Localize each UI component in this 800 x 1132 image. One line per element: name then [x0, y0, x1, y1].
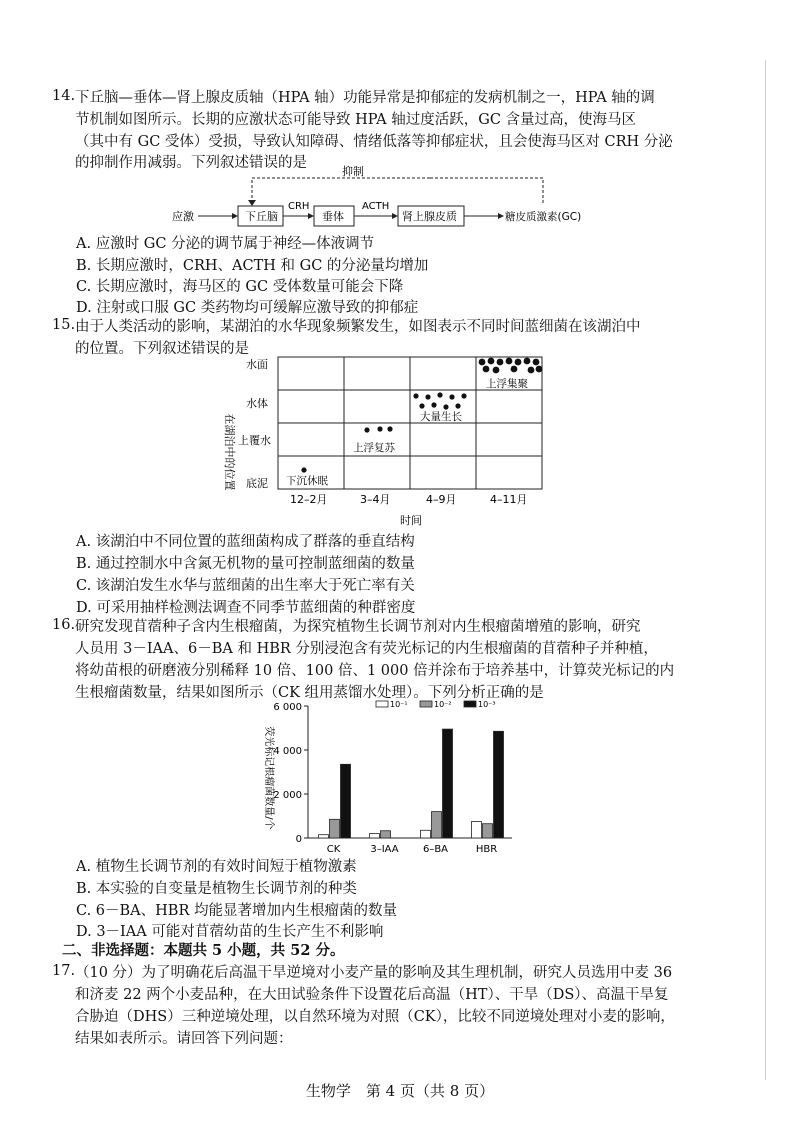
lake-position-figure	[210, 352, 550, 532]
option-d: D. 可采用抽样检测法调查不同季节蓝细菌的种群密度	[76, 600, 416, 616]
page-footer: 生物学 第 4 页（共 8 页）	[305, 1082, 495, 1100]
option-a: A. 应激时 GC 分泌的调节属于神经—体液调节	[76, 236, 375, 252]
arrowhead	[232, 213, 238, 219]
row-label: 水面	[246, 358, 268, 371]
bar	[341, 764, 351, 838]
question-text-line: 人员用 3－IAA、6－BA 和 HBR 分别浸泡含有荧光标记的内生根瘤菌的苜蓿种子并种植，	[75, 641, 658, 657]
cyanobacteria-dot	[301, 467, 306, 472]
question-text-line: 合胁迫（DHS）三种逆境处理，以自然环境为对照（CK），比较不同逆境处理对小麦的影响，	[75, 1009, 675, 1025]
arrowhead	[498, 213, 504, 219]
crh-label: CRH	[288, 201, 310, 212]
bar	[330, 819, 340, 838]
question-text-line: 下丘脑—垂体—肾上腺皮质轴（HPA 轴）功能异常是抑郁症的发病机制之一，HPA 轴的调	[75, 90, 655, 106]
inhibit-label: 抑制	[342, 165, 364, 178]
col-label: 4–9月	[426, 493, 457, 506]
option-b: B. 长期应激时，CRH、ACTH 和 GC 的分泌量均增加	[76, 258, 429, 274]
cyanobacteria-dot	[364, 427, 369, 432]
chart-bars	[319, 729, 504, 838]
legend-label: 10⁻²	[434, 700, 452, 709]
question-text-line: 和济麦 22 两个小麦品种，在大田试验条件下设置花后高温（HT）、干旱（DS）、高温干旱复	[75, 987, 669, 1003]
cell-label: 上浮复苏	[353, 442, 395, 454]
bar	[432, 812, 442, 838]
bar	[381, 831, 391, 838]
acth-label: ACTH	[362, 201, 390, 212]
question-text-line: 生根瘤菌数量，结果如图所示（CK 组用蒸馏水处理）。下列分析正确的是	[75, 685, 544, 701]
option-c: C. 6－BA、HBR 均能显著增加内生根瘤菌的数量	[76, 903, 397, 919]
question-text-line: （10 分）为了明确花后高温干旱逆境对小麦产量的影响及其生理机制，研究人员选用中麦 36	[75, 965, 673, 981]
x-tick-label: HBR	[475, 844, 498, 855]
pituitary-label: 垂体	[322, 210, 344, 223]
legend-swatch	[420, 701, 432, 707]
question-number: 16.	[52, 617, 76, 633]
option-c: C. 该湖泊发生水华与蓝细菌的出生率大于死亡率有关	[76, 578, 415, 594]
bar	[494, 731, 504, 838]
bar	[319, 835, 329, 838]
y-tick-label: 2 000	[273, 790, 302, 801]
option-a: A. 该湖泊中不同位置的蓝细菌构成了群落的垂直结构	[76, 534, 415, 550]
bar	[443, 729, 453, 838]
arrowhead	[308, 213, 314, 219]
question-text-line: 节机制如图所示。长期的应激状态可能导致 HPA 轴过度活跃，GC 含量过高，使海马区	[75, 112, 637, 128]
cell-label: 上浮集聚	[486, 378, 528, 390]
option-d: D. 注射或口服 GC 类药物均可缓解应激导致的抑郁症	[76, 300, 419, 316]
arrowhead	[392, 213, 398, 219]
y-tick-label: 0	[295, 834, 302, 845]
bar	[483, 824, 493, 838]
bar	[472, 822, 482, 839]
hypothalamus-label: 下丘脑	[245, 210, 278, 223]
section-heading: 二、非选择题：本题共 5 小题，共 52 分。	[62, 942, 345, 959]
bar-chart	[250, 698, 520, 858]
option-d: D. 3－IAA 可能对苜蓿幼苗的生长产生不利影响	[76, 924, 384, 940]
arrowhead	[248, 200, 256, 206]
y-tick-label: 6 000	[273, 702, 302, 713]
stress-label: 应激	[172, 210, 194, 223]
question-number: 15.	[52, 317, 76, 333]
figure-xlabel: 时间	[400, 514, 422, 527]
row-label: 上覆水	[238, 434, 271, 447]
question-text-line: （其中有 GC 受体）受损，导致认知障碍、情绪低落等抑郁症状，且会使海马区对 CRH 分泌	[75, 134, 673, 150]
y-tick-label: 4 000	[273, 746, 302, 757]
inhibit-arrow	[252, 178, 430, 202]
cell-label: 大量生长	[420, 411, 462, 423]
cell-label: 下沉休眠	[286, 475, 328, 487]
page-edge-divider	[765, 60, 766, 1080]
legend-swatch	[464, 701, 476, 707]
inhibit-line	[430, 178, 543, 204]
row-label: 水体	[246, 397, 268, 410]
bar	[421, 830, 431, 838]
option-b: B. 通过控制水中含氮无机物的量可控制蓝细菌的数量	[76, 556, 415, 572]
col-label: 12–2月	[290, 493, 328, 506]
question-text-line: 的位置。下列叙述错误的是	[75, 341, 249, 357]
cyanobacteria-dot	[377, 426, 382, 431]
question-text-line: 研究发现苜蓿种子含内生根瘤菌，为探究植物生长调节剂对内生根瘤菌增殖的影响，研究	[75, 619, 641, 635]
option-a: A. 植物生长调节剂的有效时间短于植物激素	[76, 859, 357, 875]
question-text-line: 将幼苗根的研磨液分别稀释 10 倍、100 倍、1 000 倍并涂布于培养基中，计算荧光标记的内	[75, 663, 675, 679]
chart-ylabel: 荧光标记根瘤菌数量/个	[263, 726, 274, 830]
legend-label: 10⁻¹	[390, 700, 408, 709]
x-tick-label: CK	[326, 844, 341, 855]
col-label: 4–11月	[490, 493, 528, 506]
option-c: C. 长期应激时，海马区的 GC 受体数量可能会下降	[76, 279, 404, 295]
gc-label: 糖皮质激素(GC)	[505, 211, 582, 223]
x-tick-label: 6–BA	[422, 844, 449, 855]
chart-legend	[376, 700, 496, 709]
adrenal-label: 肾上腺皮质	[402, 210, 457, 223]
option-b: B. 本实验的自变量是植物生长调节剂的种类	[76, 881, 357, 897]
x-tick-label: 3–IAA	[370, 844, 399, 855]
col-label: 3–4月	[360, 493, 391, 506]
hpa-axis-diagram	[160, 162, 610, 232]
question-text-line: 结果如表所示。请回答下列问题：	[75, 1031, 293, 1047]
question-number: 17.	[52, 963, 76, 979]
question-number: 14.	[52, 88, 76, 104]
legend-label: 10⁻³	[478, 700, 496, 709]
legend-swatch	[376, 701, 388, 707]
question-text-line: 由于人类活动的影响，某湖泊的水华现象频繁发生，如图表示不同时间蓝细菌在该湖泊中	[75, 319, 641, 335]
bar	[370, 834, 380, 838]
figure-ylabel: 在湖泊中的位置	[223, 413, 236, 491]
row-label: 底泥	[246, 477, 268, 490]
cyanobacteria-dot	[387, 426, 392, 431]
question-text-line: 的抑制作用减弱。下列叙述错误的是	[75, 155, 307, 171]
